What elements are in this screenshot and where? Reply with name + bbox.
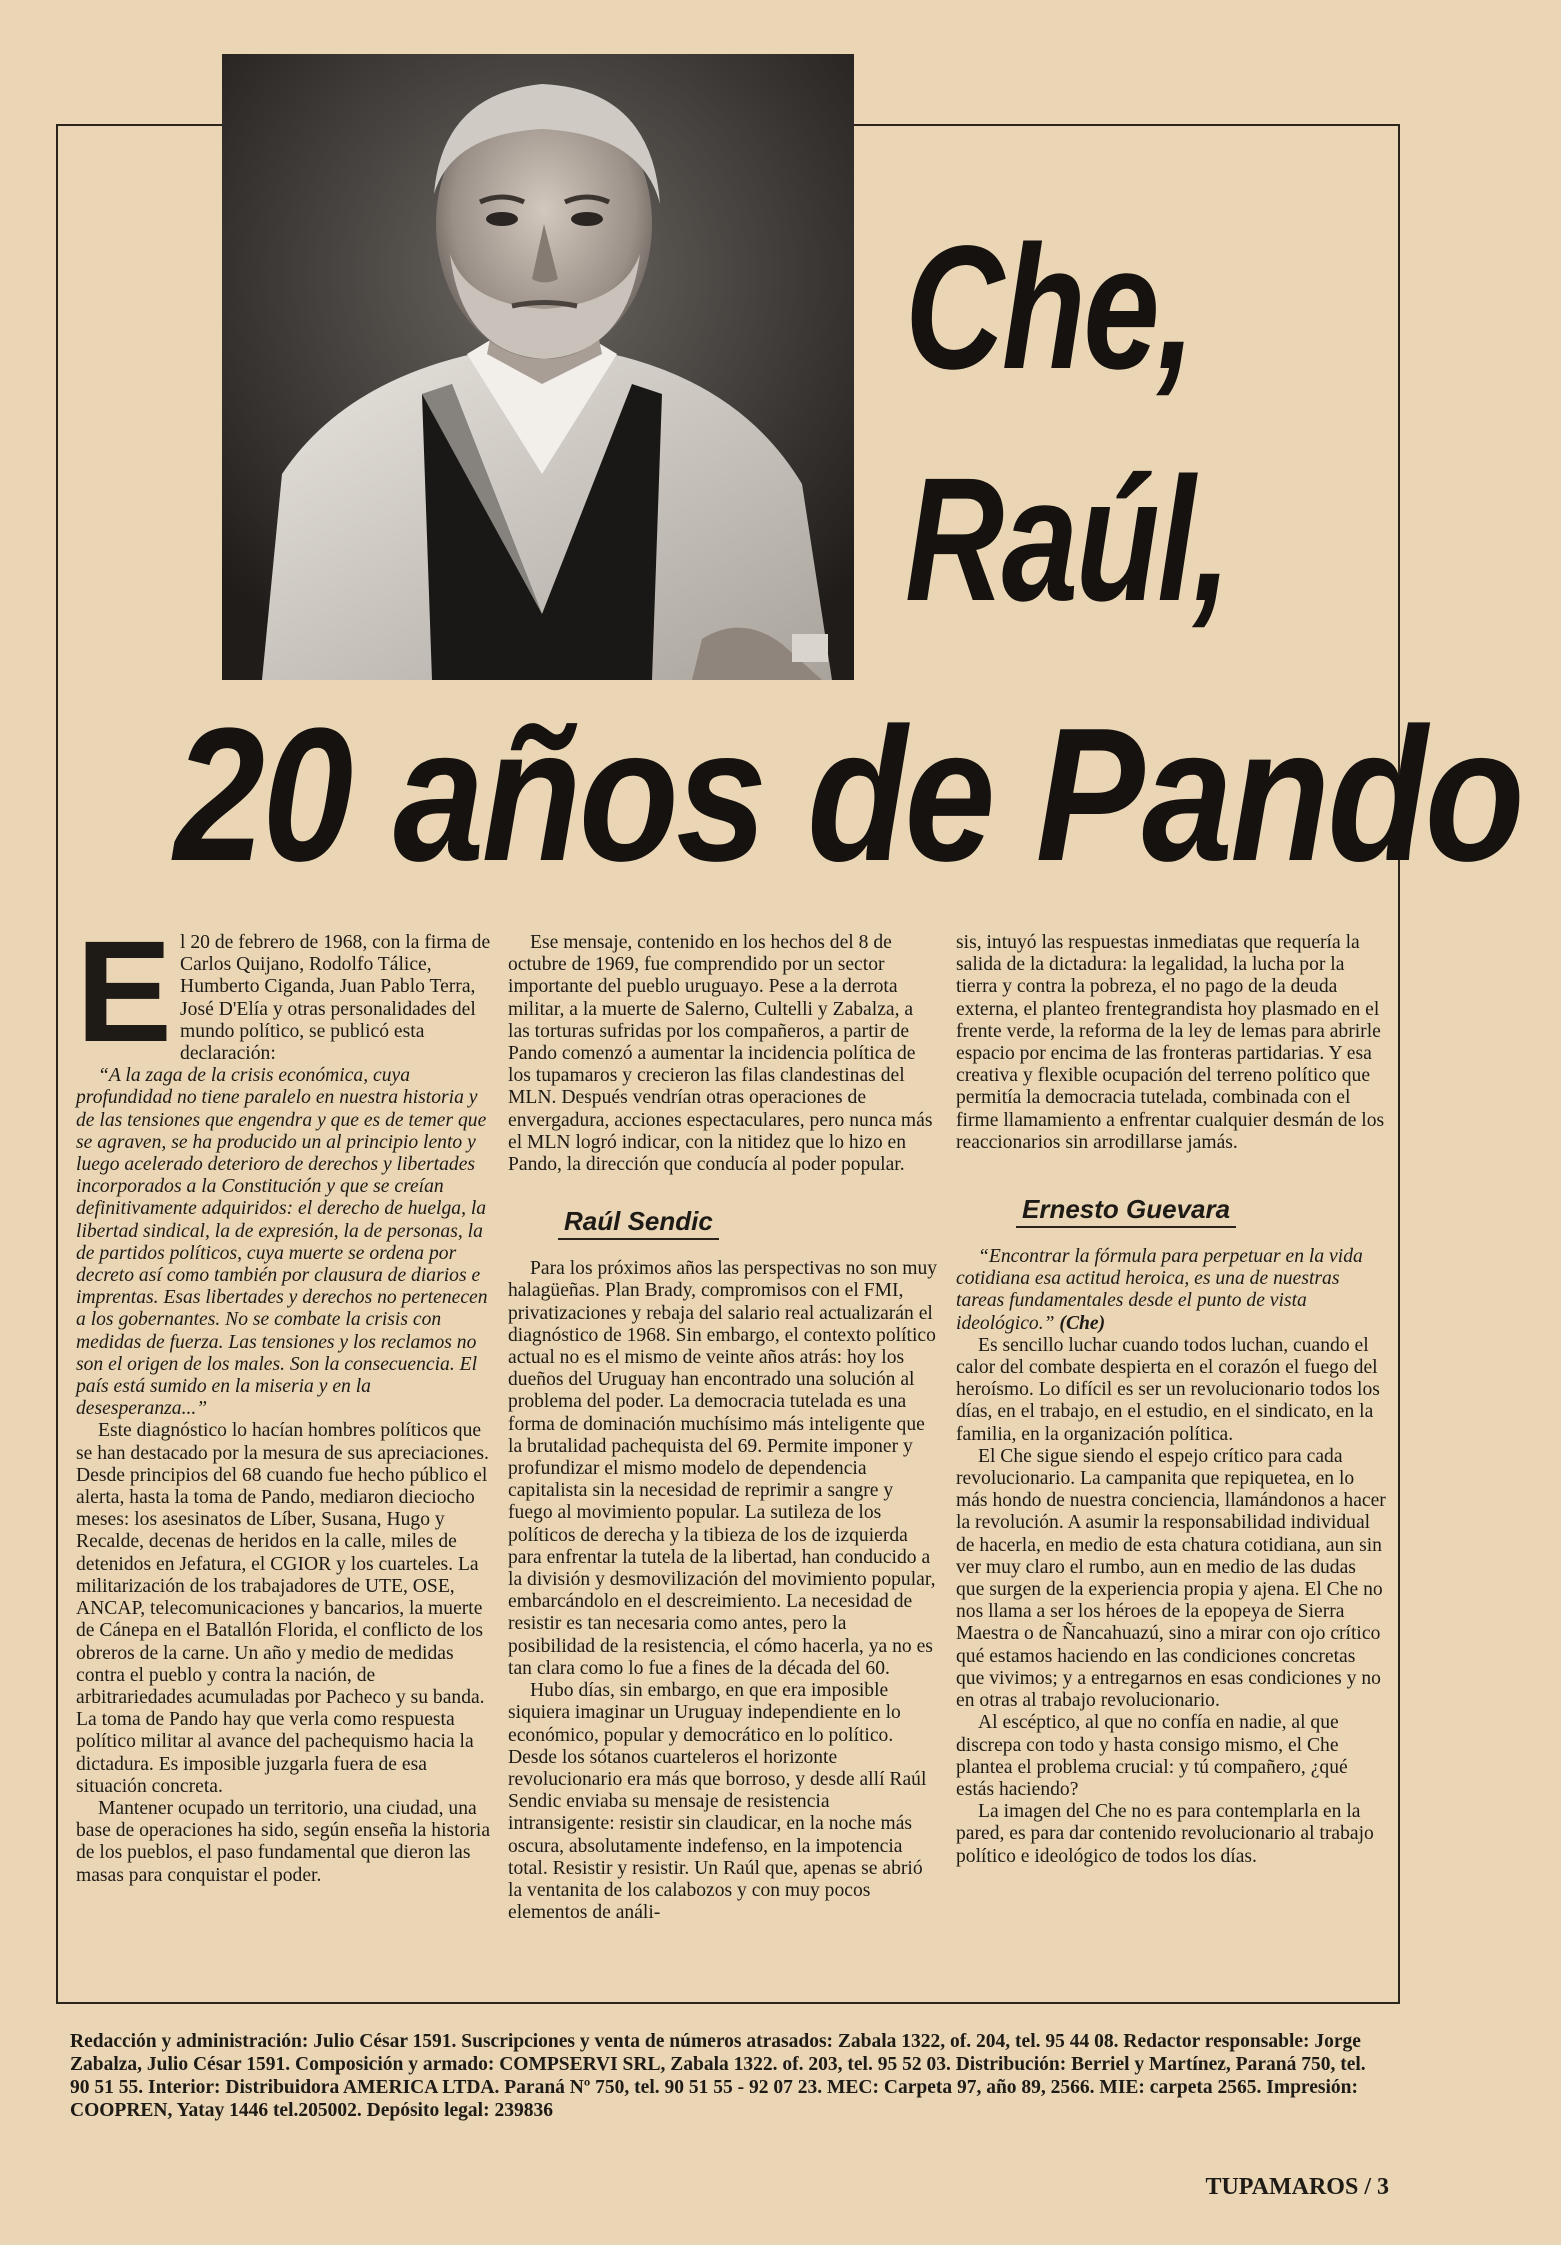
paragraph: El Che sigue siendo el espejo crítico para cada revolucionario. La campanita que repiquetea, en lo más hondo de nuestra conciencia, llamándonos a hacer la revolución. A asumir la responsabilidad individual de hacerla, en medio de esta chatura cotidiana, aun sin ver muy claro el rumbo, aun en medio de las dudas que surgen de la experiencia propia y ajena. El Che no nos llama a ser los héroes de la epopeya de Sierra Maestra o de Ñancahuazú, sino a mirar con ojo crítico qué estamos haciendo en las condiciones concretas que vivimos; y a entregarnos en esas condiciones y no en otras al trabajo revolucionario. [956, 1445, 1386, 1712]
paragraph: La imagen del Che no es para contemplarla en la pared, es para dar contenido revolucionario al trabajo político e ideológico de todos los días. [956, 1801, 1374, 1867]
page-number: TUPAMAROS / 3 [1205, 2174, 1389, 2200]
paragraph: Mantener ocupado un territorio, una ciudad, una base de operaciones ha sido, según enseña la historia de los pueblos, el paso fundamental que dieron las masas para conquistar el poder. [76, 1797, 491, 1886]
article-column-2 [508, 932, 938, 1924]
subhead-raul-sendic: Raúl Sendic [558, 1206, 719, 1240]
quote-paragraph: “A la zaga de la crisis económica, cuya profundidad no tiene paralelo en nuestra historia y de las tensiones que engendra y que es de temer que se agraven, se ha producido un al principio lento y luego acelerado deterioro de derechos y libertades incorporados a la Constitución y que se creían definitivamente adquiridos: el derecho de huelga, la libertad sindical, la de expresión, la de personas, la de partidos políticos, cuya muerte se ordena por decreto así como también por clausura de diarios e imprentas. Esas libertades y derechos no pertenecen a los gobernantes. No se combate la crisis con medidas de fuerza. Las tensiones y los reclamos no son el origen de los males. Son la consecuencia. El país está sumido en la miseria y en la desesperanza...” [76, 1065, 488, 1420]
portrait-photo [222, 54, 854, 680]
paragraph: Para los próximos años las perspectivas no son muy halagüeñas. Plan Brady, compromisos con el FMI, privatizaciones y rebaja del salario real actualizarán el diagnóstico de 1968. Sin embargo, el contexto político actual no es el mismo de veinte años atrás: hoy los dueños del Uruguay han encontrado una solución al problema del poder. La democracia tutelada es una forma de dominación muchísimo más inteligente que la brutalidad pachequista del 69. Permite imponer y profundizar el mismo modelo de dependencia capitalista sin la necesidad de reprimir a sangre y fuego al movimiento popular. La sutileza de los políticos de derecha y la tibieza de los de izquierda para enfrentar la tutela de la libertad, han conducido a la división y desmovilización del movimiento popular, embarcándolo en el descreimiento. La necesidad de resistir es tan necesaria como antes, pero la posibilidad de la resistencia, el cómo hacerla, ya no es tan clara como lo fue a fines de la década del 60. [508, 1258, 938, 1679]
paragraph: Al escéptico, al que no confía en nadie, al que discrepa con todo y hasta consigo mismo, el Che plantea el problema crucial: y tú compañero, ¿qué estás haciendo? [956, 1712, 1348, 1800]
subhead-ernesto-guevara: Ernesto Guevara [1016, 1194, 1236, 1228]
paragraph: Este diagnóstico lo hacían hombres políticos que se han destacado por la mesura de sus apreciaciones. Desde principios del 68 cuando fue hecho público el alerta, hasta la toma de Pando, mediaron dieciocho meses: los asesinatos de Líber, Susana, Hugo y Recalde, decenas de heridos en la calle, miles de detenidos en Jefatura, el CGIOR y los cuarteles. La militarización de los trabajadores de UTE, OSE, ANCAP, telecomunicaciones y bancarios, la muerte de Cánepa en el Batallón Florida, el conflicto de los obreros de la carne. Un año y medio de medidas contra el pueblo y contra la nación, de arbitrariedades acumuladas por Pacheco y su banda. La toma de Pando hay que verla como respuesta político militar al avance del pachequismo hacia la dictadura. Es imposible juzgarla fuera de esa situación concreta. [76, 1420, 489, 1797]
quote-attribution: (Che) [1059, 1312, 1106, 1334]
che-quote: “Encontrar la fórmula para perpetuar en la vida cotidiana esa actitud heroica, es una de nuestras tareas fundamentales desde el punto de vista ideológico.” [956, 1246, 1363, 1334]
paragraph: sis, intuyó las respuestas inmediatas que requería la salida de la dictadura: la legalidad, la lucha por la tierra y contra la pobreza, el no pago de la deuda externa, el planteo frentegrandista hoy plasmado en el frente verde, la reforma de la ley de lemas para abrirle espacio por encima de las fronteras partidarias. Y esa creativa y flexible ocupación del terreno político que permitía la democracia tutelada, combinada con el firme llamamiento a enfrentar cualquier desmán de los reaccionarios sin arrodillarse jamás. [956, 932, 1385, 1153]
paragraph: Hubo días, sin embargo, en que era imposible siquiera imaginar un Uruguay independiente en lo económico, popular y democrático en lo político. Desde los sótanos cuarteleros el horizonte revolucionario era más que borroso, y desde allí Raúl Sendic enviaba su mensaje de resistencia intransigente: resistir sin claudicar, en la noche más oscura, absolutamente indefenso, en la impotencia total. Resistir y resistir. Un Raúl que, apenas se abrió la ventanita de los calabozos y con muy pocos elementos de análi- [508, 1680, 927, 1924]
paragraph: Ese mensaje, contenido en los hechos del 8 de octubre de 1969, fue comprendido por un sector importante del pueblo uruguayo. Pese a la derrota militar, a la muerte de Salerno, Cultelli y Zabalza, a las torturas sufridas por los compañeros, a partir de Pando comenzó a aumentar la incidencia política de los tupamaros y crecieron las filas clandestinas del MLN. Después vendrían otras operaciones de envergadura, acciones espectaculares, pero nunca más el MLN logró indicar, con la nitidez que lo hizo en Pando, la dirección que conducía al poder popular. [508, 932, 933, 1176]
masthead-credits: Redacción y administración: Julio César 1591. Suscripciones y venta de números atrasados: Zabala 1322, of. 204, tel. 95 44 08. Redactor responsable: Jorge Zabalza, Julio César 1591. Composición y armado: COMPSERVI SRL, Zabala 1322. of. 203, tel. 95 52 03. Distribución: Berriel y Martínez, Paraná 750, tel. 90 51 55. Interior: Distribuidora AMERICA LTDA. Paraná Nº 750, tel. 90 51 55 - 92 07 23. MEC: Carpeta 97, año 89, 2566. MIE: carpeta 2565. Impresión: COOPREN, Yatay 1446 tel.205002. Depósito legal: 239836 [70, 2031, 1366, 2121]
article-column-1 [76, 911, 492, 1887]
quote-paragraph [956, 1246, 1388, 1335]
drop-cap: E [76, 911, 173, 1072]
paragraph: Es sencillo luchar cuando todos luchan, cuando el calor del combate despierta en el corazón el fuego del heroísmo. Lo difícil es ser un revolucionario todos los días, en el trabajo, en el estudio, en el sindicato, en la familia, en la organización política. [956, 1334, 1380, 1445]
article-column-3 [956, 932, 1388, 1868]
headline-line-3: 20 años de Pando [174, 689, 1523, 901]
portrait-illustration [222, 54, 854, 680]
paragraph: l 20 de febrero de 1968, con la firma de Carlos Quijano, Rodolfo Tálice, Humberto Ciganda, Juan Pablo Terra, José D'Elía y otras personalidades del mundo político, se publicó esta declaración: [180, 932, 491, 1065]
headline-line-2: Raúl, [905, 442, 1229, 638]
headline-line-1: Che, [905, 210, 1194, 406]
